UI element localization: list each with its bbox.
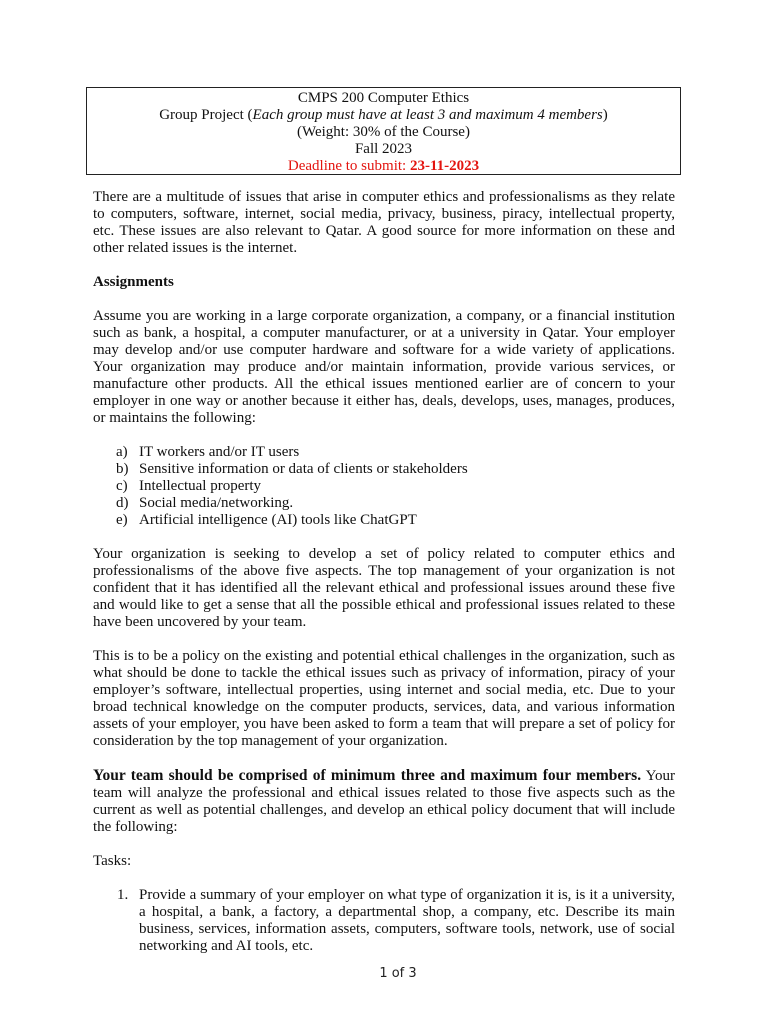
team-paragraph [93, 767, 675, 836]
deadline-label: Deadline to submit: [287, 158, 410, 174]
course-title: CMPS 200 Computer Ethics [297, 90, 470, 106]
project-line [87, 107, 680, 124]
deadline-date: 23-11-2023 [409, 158, 480, 174]
challenges-paragraph: This is to be a policy on the existing and potential ethical challenges in the organization, such as what should be done to tackle the ethical issues such as privacy of information, piracy of your employer’s software, intellectual properties, using internet and social media, etc. Due to your broad technical knowledge on the computer products, services, data, and various information assets of your employer, you have been asked to form a team that will prepare a set of policy for consideration by the top management of your organization. [93, 648, 675, 749]
policy-paragraph: Your organization is seeking to develop a set of policy related to computer ethics and professionalisms of the above five aspects. The top management of your organization is not confident that it has identified all the relevant ethical and professional issues around these five and would like to get a sense that all the possible ethical and professional issues related to these have been uncovered by your team. [93, 546, 675, 630]
project-suffix: ) [602, 107, 608, 123]
aspects-list [93, 444, 675, 529]
tasks-list [93, 887, 675, 955]
intro-paragraph: There are a multitude of issues that arise in computer ethics and professionalisms as they relate to computers, software, internet, social media, privacy, business, piracy, intellectual property, etc. These issues are also relevant to Qatar. A good source for more information on these and other related issues is the internet. [93, 189, 675, 256]
page-number: 1 of 3 [379, 966, 417, 981]
list-item: d) Social media/networking. [116, 495, 294, 511]
list-item: b) Sensitive information or data of clients or stakeholders [116, 461, 468, 477]
list-item: e) Artificial intelligence (AI) tools like ChatGPT [116, 512, 417, 528]
tasks-label: Tasks: [93, 853, 132, 869]
term-line: Fall 2023 [354, 141, 413, 157]
list-item: c) Intellectual property [116, 478, 262, 494]
team-size-requirement: Your team should be comprised of minimum three and maximum four members. [93, 767, 642, 784]
weight-line: (Weight: 30% of the Course) [297, 124, 470, 140]
assignments-heading: Assignments [93, 274, 174, 290]
document-body [93, 189, 675, 955]
deadline-line [87, 158, 680, 175]
list-item: a) IT workers and/or IT users [116, 444, 300, 460]
assignments-paragraph: Assume you are working in a large corporate organization, a company, or a financial institution such as bank, a hospital, a computer manufacturer, or at a university in Qatar. Your employer may develop and/or use computer hardware and software for a wide variety of applications. Your organization may produce and/or maintain information, provide various services, or manufacture other products. All the ethical issues mentioned earlier are of concern to your employer in one way or another because it either has, deals, develops, uses, manages, produces, or maintains the following: [93, 308, 675, 426]
project-group-size: Each group must have at least 3 and maximum 4 members [252, 107, 603, 123]
list-item: 1. Provide a summary of your employer on what type of organization it is, is it a university, a hospital, a bank, a factory, a departmental shop, a company, etc. Describe its main business, services, information assets, computers, software tools, network, use of social networking and AI tools, etc. [117, 887, 675, 954]
title-box [86, 87, 681, 175]
project-prefix: Group Project ( [159, 107, 253, 123]
team-description: Your team will analyze the professional and ethical issues related to those five aspects such as the current as well as potential challenges, and develop an ethical policy document that will include the following: [93, 768, 675, 835]
